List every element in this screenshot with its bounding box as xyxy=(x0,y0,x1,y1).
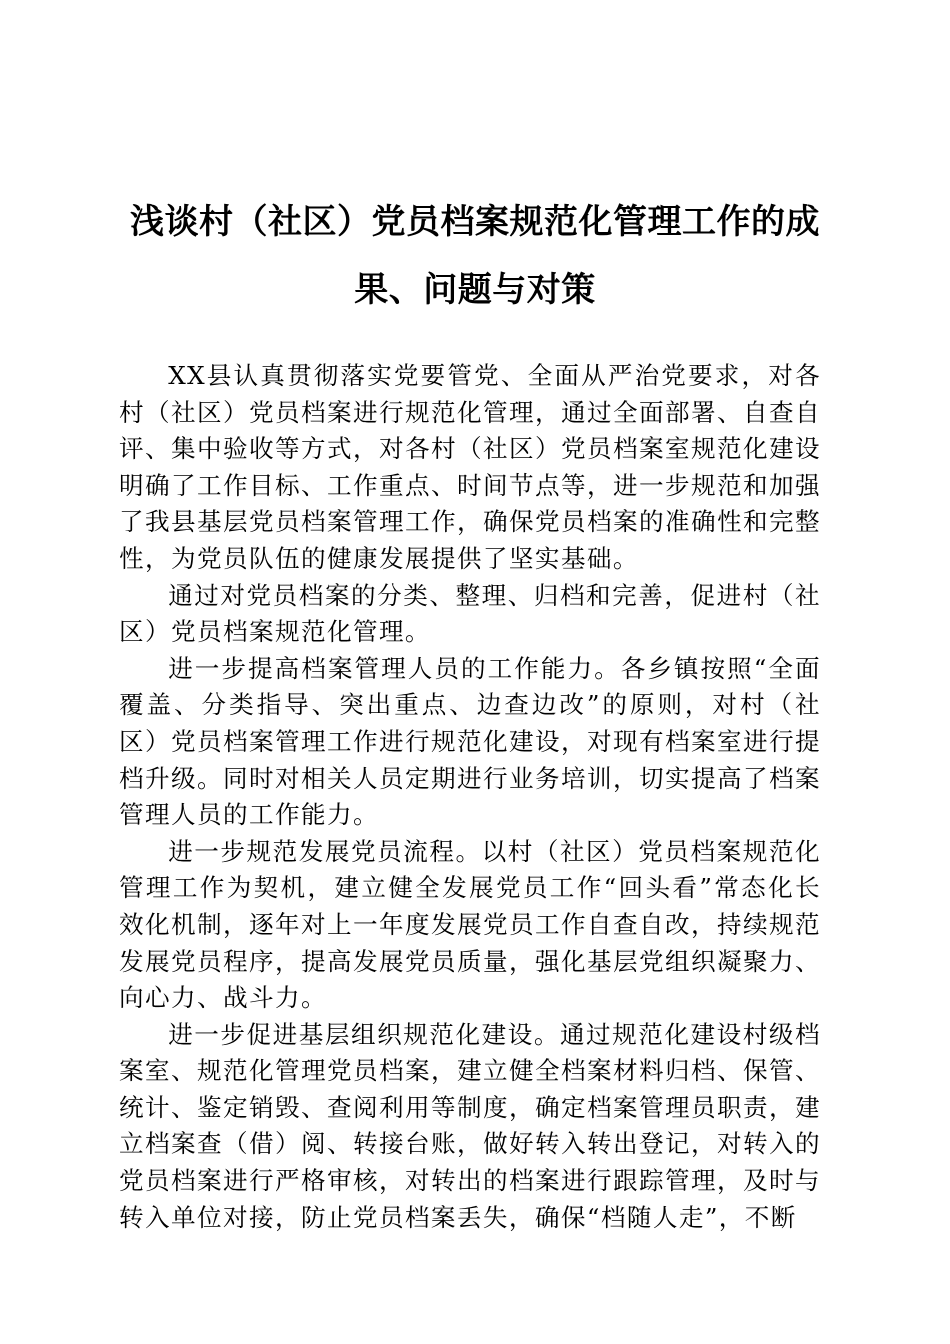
paragraph: XX县认真贯彻落实党要管党、全面从严治党要求，对各村（社区）党员档案进行规范化管理，通过全面部署、自查自评、集中验收等方式，对各村（社区）党员档案室规范化建设明确了工作目标、工作重点、时间节点等，进一步规范和加强了我县基层党员档案管理工作，确保党员档案的准确性和完整性，为党员队伍的健康发展提供了坚实基础。 xyxy=(119,361,821,573)
paragraph: 进一步提高档案管理人员的工作能力。各乡镇按照“全面覆盖、分类指导、突出重点、边查边改”的原则，对村（社区）党员档案管理工作进行规范化建设，对现有档案室进行提档升级。同时对相关人员定期进行业务培训，切实提高了档案管理人员的工作能力。 xyxy=(119,653,821,830)
paragraph: 通过对党员档案的分类、整理、归档和完善，促进村（社区）党员档案规范化管理。 xyxy=(119,580,821,647)
document-body xyxy=(119,358,821,1236)
document-title: 浅谈村（社区）党员档案规范化管理工作的成果、问题与对策 xyxy=(130,201,820,310)
paragraph: 进一步促进基层组织规范化建设。通过规范化建设村级档案室、规范化管理党员档案，建立健全档案材料归档、保管、统计、鉴定销毁、查阅利用等制度，确定档案管理员职责，建立档案查（借）阅、转接台账，做好转入转出登记，对转入的党员档案进行严格审核，对转出的档案进行跟踪管理，及时与转入单位对接，防止党员档案丢失，确保“档随人走”，不断 xyxy=(119,1019,821,1232)
paragraph: 进一步规范发展党员流程。以村（社区）党员档案规范化管理工作为契机，建立健全发展党员工作“回头看”常态化长效化机制，逐年对上一年度发展党员工作自查自改，持续规范发展党员程序，提高发展党员质量，强化基层党组织凝聚力、向心力、战斗力。 xyxy=(119,836,821,1013)
